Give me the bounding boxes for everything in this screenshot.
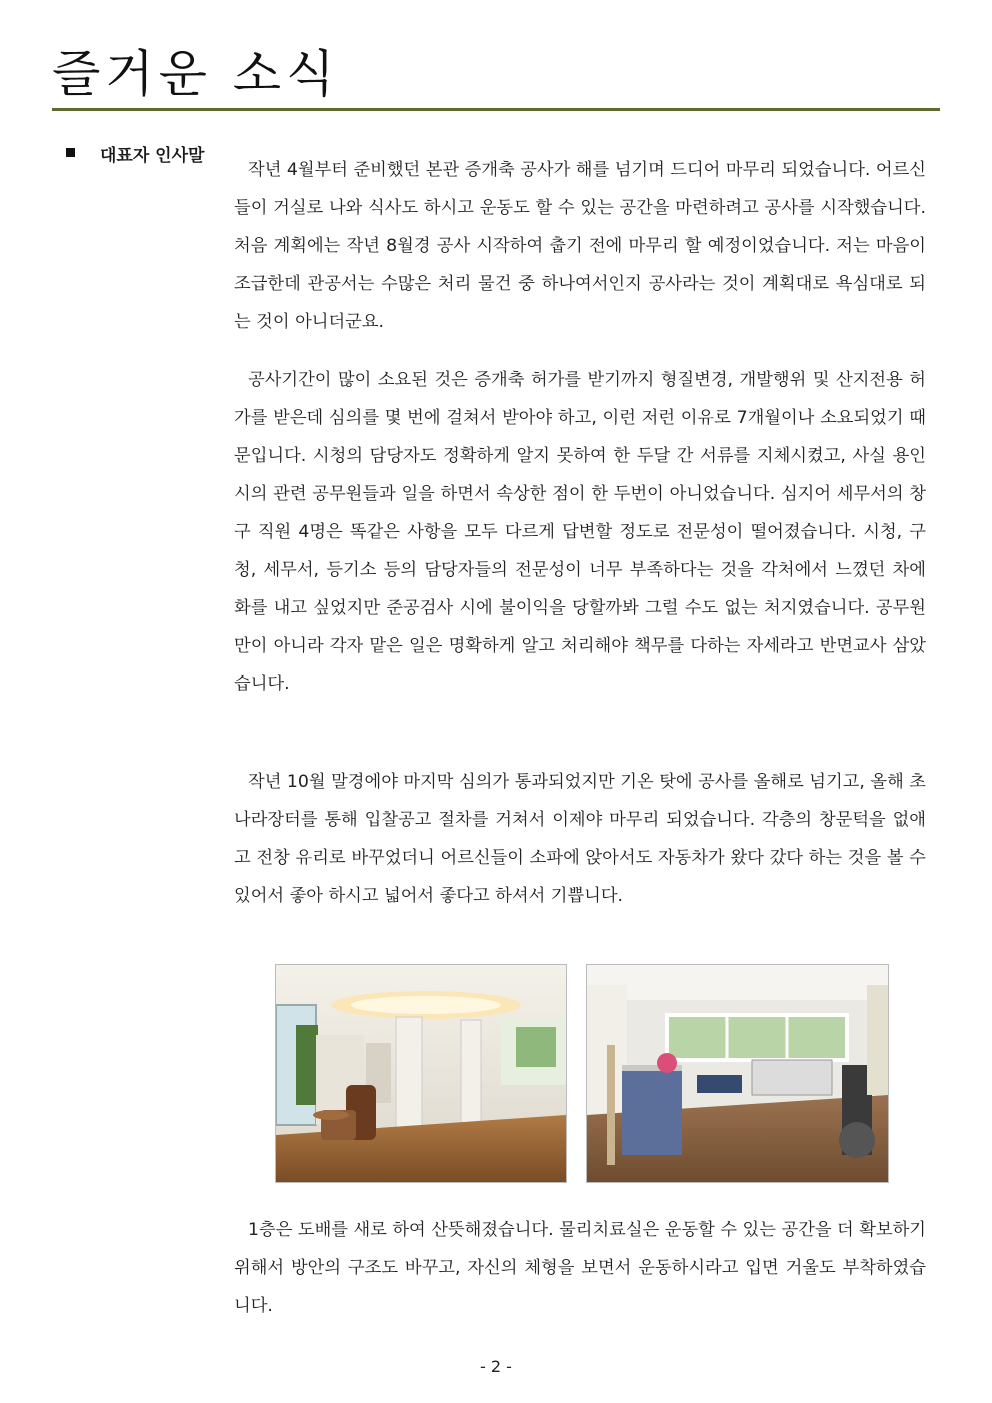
therapy-room-photo	[586, 964, 889, 1183]
section-label: 대표자 인사말	[100, 146, 205, 166]
paragraph-2: 공사기간이 많이 소요된 것은 증개축 허가를 받기까지 형질변경, 개발행위 및 산지전용 허가를 받은데 심의를 몇 번에 걸쳐서 받아야 하고, 이런 저런 이유로 7개월이나 소요되었기 때문입니다. 시청의 담당자도 정확하게 알지 못하여 한 두달 간 서류를 지체시켰고, 사실 용인시의 관련 공무원들과 일을 하면서 속상한 점이 한 두번이 아니었습니다. 심지어 세무서의 창구 직원 4명은 똑같은 사항을 모두 다르게 답변할 정도로 전문성이 떨어졌습니다. 시청, 구청, 세무서, 등기소 등의 담당자들의 전문성이 너무 부족하다는 것을 각처에서 느꼈던 차에 화를 내고 싶었지만 준공검사 시에 불이익을 당할까봐 그럴 수도 없는 처지였습니다. 공무원만이 아니라 각자 맡은 일은 명확하게 알고 처리해야 책무를 다하는 자세라고 반면교사 삼았습니다.	[234, 370, 926, 694]
therapy-room-photo-image	[587, 965, 888, 1182]
lobby-photo-image	[276, 965, 566, 1182]
lobby-photo	[275, 964, 567, 1183]
paragraph-1: 작년 4월부터 준비했던 본관 증개축 공사가 해를 넘기며 드디어 마무리 되었습니다. 어르신들이 거실로 나와 식사도 하시고 운동도 할 수 있는 공간을 마련하려고 공사를 시작했습니다. 처음 계획에는 작년 8월경 공사 시작하여 춥기 전에 마무리 할 예정이었습니다. 저는 마음이 조급한데 관공서는 수많은 처리 물건 중 하나여서인지 공사라는 것이 계획대로 욕심대로 되는 것이 아니더군요.	[234, 160, 926, 332]
page-title: 즐거운 소식	[52, 45, 340, 103]
title-divider	[52, 108, 940, 111]
page-number: - 2 -	[480, 1357, 512, 1376]
square-bullet-icon	[66, 148, 75, 157]
paragraph-3: 작년 10월 말경에야 마지막 심의가 통과되었지만 기온 탓에 공사를 올해로 넘기고, 올해 초 나라장터를 통해 입찰공고 절차를 거쳐서 이제야 마무리 되었습니다. 각층의 창문턱을 없애고 전창 유리로 바꾸었더니 어르신들이 소파에 앉아서도 자동차가 왔다 갔다 하는 것을 볼 수 있어서 좋아 하시고 넓어서 좋다고 하셔서 기쁩니다.	[234, 772, 926, 906]
paragraph-4: 1층은 도배를 새로 하여 산뜻해졌습니다. 물리치료실은 운동할 수 있는 공간을 더 확보하기 위해서 방안의 구조도 바꾸고, 자신의 체형을 보면서 운동하시라고 입면 거울도 부착하였습니다.	[234, 1220, 926, 1316]
